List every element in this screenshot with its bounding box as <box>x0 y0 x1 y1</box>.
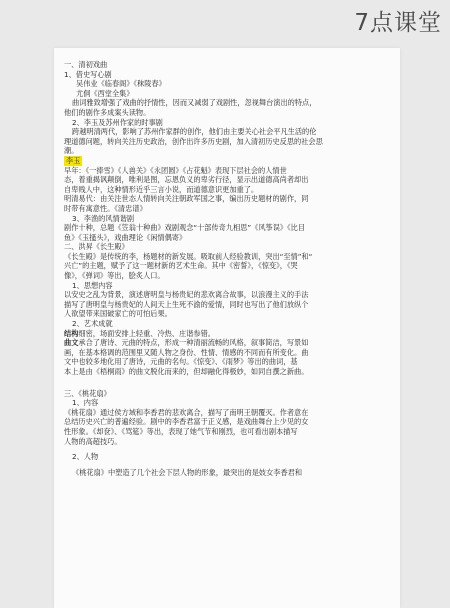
heading-1: 一、清初戏曲 <box>64 60 108 69</box>
heading-3: 三、《桃花扇》 <box>64 388 111 398</box>
paragraph-line: 鱼》《玉搔头》，戏曲理论《闲情偶寄》 <box>64 232 187 242</box>
paragraph-line: 文中也较多地化用了唐诗，元曲的名句。《惊变》、《雨梦》等出的曲词，基 <box>64 357 298 367</box>
subheading: 2、李玉及苏州作家的时事剧 <box>72 117 163 127</box>
document-page <box>54 48 400 608</box>
subheading: 2、艺术成就 <box>72 319 113 329</box>
paragraph-line: 理道德问题，转向关注历史政治，创作出许多历史剧，加入清初历史反思的社会思 <box>64 136 323 146</box>
paragraph-line: 明清易代：由关注世态人情转向关注朝政军国之事，编出历史题材的剧作，同 <box>64 194 309 204</box>
paragraph-line: 像》，《弹词》等出，脍炙人口。 <box>64 271 165 281</box>
heading-2: 二、洪昇《长生殿》 <box>64 242 129 252</box>
highlight-mark: 李玉 <box>66 155 81 165</box>
paragraph-line: 兴亡”的主题，赋予了这一题材新的艺术生命。其中《密誓》，《惊变》，《哭 <box>64 261 298 271</box>
paragraph-line: 《长生殿》是传统的李，杨题材的新发展。吸取前人经验教训，突出“至情”和“ <box>64 251 313 261</box>
paragraph-text: 承合了唐诗、元曲的特点，形成一种清丽流畅的风格，叙事简洁，写景如 <box>78 338 309 348</box>
paragraph-line: 态，着重揭讽颠倒，唯利是图，忘恩负义的卑劣行径，显示出道德高尚者却出 <box>64 175 309 185</box>
paragraph-line: 人欲望带来国破家亡的可怕后果。 <box>64 309 172 319</box>
paragraph-line: 早年：《一捧雪》《人兽关》《永团圆》《占花魁》表现下层社会的人情世 <box>64 165 287 175</box>
bold-term: 曲文 <box>64 338 79 348</box>
paragraph-line: 描写了唐明皇与杨贵妃的人间天上生死不渝的爱情，同时也写出了他们放纵个 <box>64 299 309 309</box>
paragraph-line: 时带有寓意性。《清忠谱》 <box>64 203 147 213</box>
paragraph-line: 以安史之乱为背景，演述唐明皇与杨贵妃的悲欢离合故事，以浪漫主义的手法 <box>64 290 309 300</box>
subheading: 1、内容 <box>72 398 99 408</box>
paragraph-line: 潮。 <box>64 146 79 156</box>
paragraph-line: 性形象。《却奁》、《骂筵》等出，表现了她气节和刚烈，也可看出剧本描写 <box>64 426 298 436</box>
subheading: 1、思想内容 <box>72 280 113 290</box>
paragraph-line: 《桃花扇》中塑造了几个社会下层人物的形象，最突出的是妓女李香君和 <box>72 467 303 477</box>
paragraph-line: 自卑贱人中，这种情形近乎三言小说，而道德意识更加重了。 <box>64 184 259 194</box>
bold-term: 结构 <box>64 328 79 338</box>
paragraph-line <box>64 329 390 339</box>
paragraph-text: 细密，场面安排上轻重、冷热、庄谐参错。 <box>78 328 215 338</box>
highlighted-heading <box>64 156 390 166</box>
paragraph-line: 画，在基本格调的范围里又随人物之身份、性情、情感的不同而有所变化。曲 <box>64 347 309 357</box>
watermark-logo: 7点课堂 <box>354 10 442 36</box>
paragraph-line: 吴伟业《临春阁》《秣陵春》 <box>76 79 166 89</box>
paragraph-line: 曲词雅致增强了戏曲的抒情性，因而又减弱了戏剧性，忽视舞台演出的特点， <box>72 98 317 108</box>
subheading: 2、人物 <box>72 452 99 462</box>
paragraph-line: 尤侗《西堂全集》 <box>76 88 134 98</box>
paragraph-line: 他们的剧作多成案头读物。 <box>64 107 151 117</box>
subheading: 1、借史写心剧 <box>64 69 112 79</box>
paragraph-line: 跨越明清两代，影响了苏州作家群的创作，他们由主要关心社会平凡生活的伦 <box>72 127 317 137</box>
document-content <box>64 60 390 477</box>
paragraph-line: 剧作十种，总题《笠翁十种曲》戏剧观念“十部传奇九相思”《风筝误》《比目 <box>64 223 306 233</box>
paragraph-line: 总结历史兴亡的普遍经验。剧中的李香君富于正义感，是戏曲舞台上少见的女 <box>64 417 309 427</box>
paragraph-line: 《桃花扇》通过侯方域和李香君的悲欢离合，描写了南明王朝覆灭。作者意在 <box>64 407 309 417</box>
subheading: 3、李渔的风情谐剧 <box>72 213 135 223</box>
paragraph-line <box>64 338 390 348</box>
paragraph-line: 本上是由《梧桐雨》的曲文脱化而来的，但却融化得极妙，如同自撰之新曲。 <box>64 367 309 376</box>
paragraph-line: 人物的高超技巧。 <box>64 436 122 446</box>
